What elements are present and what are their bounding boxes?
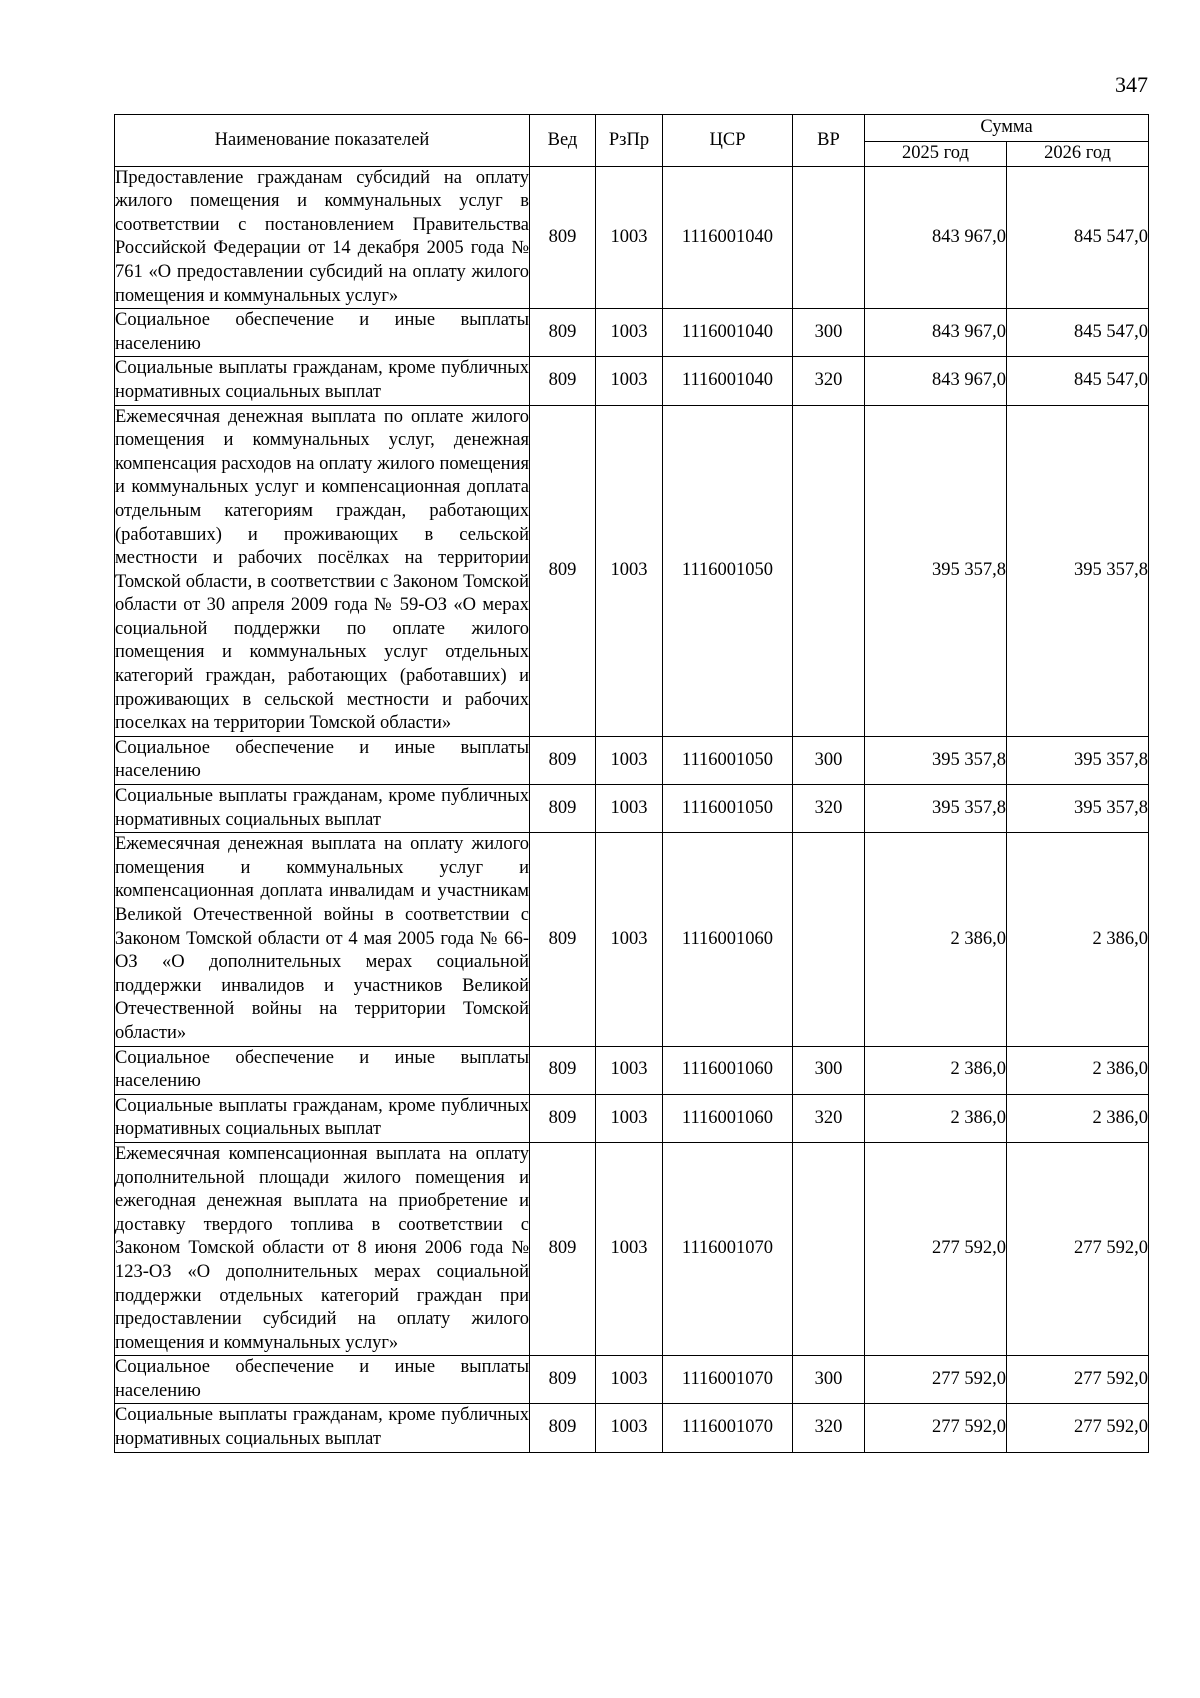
table-row	[115, 309, 1149, 357]
cell-rzpr: 1003	[596, 1142, 663, 1355]
cell-sum-2025: 395 357,8	[865, 405, 1007, 736]
table-row	[115, 736, 1149, 784]
cell-sum-2025: 2 386,0	[865, 1046, 1007, 1094]
cell-ved: 809	[530, 785, 596, 833]
cell-name: Ежемесячная денежная выплата на оплату жилого помещения и коммунальных услуг и компенсационная доплата инвалидам и участникам Великой Отечественной войны в соответствии с Законом Томской области от 4 мая 2005 года № 66-ОЗ «О дополнительных мерах социальной поддержки инвалидов и участников Великой Отечественной войны на территории Томской области»	[115, 833, 530, 1046]
cell-vr	[793, 166, 865, 309]
cell-csr: 1116001060	[663, 1046, 793, 1094]
cell-sum-2026: 277 592,0	[1007, 1142, 1149, 1355]
cell-rzpr: 1003	[596, 833, 663, 1046]
cell-name: Социальное обеспечение и иные выплаты населению	[115, 736, 530, 784]
cell-csr: 1116001050	[663, 405, 793, 736]
cell-ved: 809	[530, 1046, 596, 1094]
cell-vr: 300	[793, 309, 865, 357]
cell-name: Ежемесячная денежная выплата по оплате жилого помещения и коммунальных услуг, денежная компенсация расходов на оплату жилого помещения и коммунальных услуг и компенсационная доплата отдельным категориям граждан, работающих (работавших) и проживающих в сельской местности и рабочих посёлках на территории Томской области, в соответствии с Законом Томской области от 30 апреля 2009 года № 59-ОЗ «О мерах социальной поддержки по оплате жилого помещения и коммунальных услуг отдельных категорий граждан, работающих (работавших) и проживающих в сельской местности и рабочих поселках на территории Томской области»	[115, 405, 530, 736]
cell-ved: 809	[530, 357, 596, 405]
cell-sum-2025: 277 592,0	[865, 1142, 1007, 1355]
cell-sum-2025: 843 967,0	[865, 309, 1007, 357]
cell-csr: 1116001050	[663, 736, 793, 784]
cell-ved: 809	[530, 1404, 596, 1452]
table-row	[115, 357, 1149, 405]
header-csr: ЦСР	[663, 115, 793, 167]
cell-name: Предоставление гражданам субсидий на оплату жилого помещения и коммунальных услуг в соответствии с постановлением Правительства Российской Федерации от 14 декабря 2005 года № 761 «О предоставлении субсидий на оплату жилого помещения и коммунальных услуг»	[115, 166, 530, 309]
cell-vr: 300	[793, 1046, 865, 1094]
cell-rzpr: 1003	[596, 1356, 663, 1404]
cell-sum-2026: 277 592,0	[1007, 1404, 1149, 1452]
cell-csr: 1116001070	[663, 1356, 793, 1404]
cell-rzpr: 1003	[596, 785, 663, 833]
cell-vr	[793, 1142, 865, 1355]
header-name: Наименование показателей	[115, 115, 530, 167]
cell-name: Социальное обеспечение и иные выплаты населению	[115, 309, 530, 357]
cell-ved: 809	[530, 1094, 596, 1142]
table-body	[115, 166, 1149, 1452]
cell-ved: 809	[530, 1142, 596, 1355]
cell-sum-2025: 843 967,0	[865, 166, 1007, 309]
cell-rzpr: 1003	[596, 1094, 663, 1142]
cell-sum-2026: 395 357,8	[1007, 785, 1149, 833]
header-vr: ВР	[793, 115, 865, 167]
cell-vr: 320	[793, 1404, 865, 1452]
cell-ved: 809	[530, 309, 596, 357]
cell-rzpr: 1003	[596, 166, 663, 309]
cell-vr: 320	[793, 785, 865, 833]
cell-sum-2026: 395 357,8	[1007, 736, 1149, 784]
cell-sum-2025: 395 357,8	[865, 785, 1007, 833]
cell-sum-2026: 845 547,0	[1007, 357, 1149, 405]
cell-rzpr: 1003	[596, 357, 663, 405]
cell-sum-2026: 2 386,0	[1007, 833, 1149, 1046]
cell-sum-2026: 2 386,0	[1007, 1094, 1149, 1142]
cell-sum-2026: 277 592,0	[1007, 1356, 1149, 1404]
cell-sum-2025: 277 592,0	[865, 1404, 1007, 1452]
cell-name: Социальные выплаты гражданам, кроме публичных нормативных социальных выплат	[115, 785, 530, 833]
cell-name: Социальные выплаты гражданам, кроме публичных нормативных социальных выплат	[115, 1404, 530, 1452]
cell-rzpr: 1003	[596, 309, 663, 357]
cell-name: Социальные выплаты гражданам, кроме публичных нормативных социальных выплат	[115, 357, 530, 405]
cell-rzpr: 1003	[596, 1404, 663, 1452]
cell-ved: 809	[530, 1356, 596, 1404]
table-row	[115, 166, 1149, 309]
cell-name: Социальное обеспечение и иные выплаты населению	[115, 1046, 530, 1094]
cell-vr: 300	[793, 1356, 865, 1404]
cell-ved: 809	[530, 833, 596, 1046]
cell-sum-2026: 845 547,0	[1007, 309, 1149, 357]
header-rzpr: РзПр	[596, 115, 663, 167]
header-sum: Сумма	[865, 115, 1149, 142]
cell-csr: 1116001070	[663, 1142, 793, 1355]
cell-sum-2025: 843 967,0	[865, 357, 1007, 405]
table-row	[115, 1142, 1149, 1355]
budget-table	[114, 114, 1149, 1453]
cell-vr: 300	[793, 736, 865, 784]
table-row	[115, 1094, 1149, 1142]
header-year-2025: 2025 год	[865, 142, 1007, 167]
cell-sum-2026: 395 357,8	[1007, 405, 1149, 736]
cell-csr: 1116001040	[663, 309, 793, 357]
cell-vr: 320	[793, 1094, 865, 1142]
cell-csr: 1116001060	[663, 833, 793, 1046]
cell-ved: 809	[530, 166, 596, 309]
cell-sum-2025: 2 386,0	[865, 833, 1007, 1046]
header-year-2026: 2026 год	[1007, 142, 1149, 167]
cell-csr: 1116001050	[663, 785, 793, 833]
cell-sum-2026: 2 386,0	[1007, 1046, 1149, 1094]
cell-sum-2025: 2 386,0	[865, 1094, 1007, 1142]
cell-vr	[793, 405, 865, 736]
cell-ved: 809	[530, 736, 596, 784]
cell-csr: 1116001060	[663, 1094, 793, 1142]
cell-ved: 809	[530, 405, 596, 736]
header-ved: Вед	[530, 115, 596, 167]
cell-vr: 320	[793, 357, 865, 405]
page-number: 347	[1115, 72, 1148, 97]
cell-csr: 1116001070	[663, 1404, 793, 1452]
cell-name: Ежемесячная компенсационная выплата на оплату дополнительной площади жилого помещения и ежегодная денежная выплата на приобретение и доставку твердого топлива в соответствии с Законом Томской области от 8 июня 2006 года № 123-ОЗ «О дополнительных мерах социальной поддержки отдельных категорий граждан при предоставлении субсидий на оплату жилого помещения и коммунальных услуг»	[115, 1142, 530, 1355]
cell-rzpr: 1003	[596, 405, 663, 736]
table-row	[115, 1404, 1149, 1452]
table-row	[115, 785, 1149, 833]
cell-name: Социальные выплаты гражданам, кроме публичных нормативных социальных выплат	[115, 1094, 530, 1142]
table-row	[115, 833, 1149, 1046]
table-header	[115, 115, 1149, 167]
cell-sum-2025: 395 357,8	[865, 736, 1007, 784]
cell-rzpr: 1003	[596, 736, 663, 784]
table-row	[115, 405, 1149, 736]
cell-csr: 1116001040	[663, 166, 793, 309]
cell-sum-2025: 277 592,0	[865, 1356, 1007, 1404]
table-row	[115, 1046, 1149, 1094]
cell-vr	[793, 833, 865, 1046]
cell-csr: 1116001040	[663, 357, 793, 405]
cell-name: Социальное обеспечение и иные выплаты населению	[115, 1356, 530, 1404]
cell-sum-2026: 845 547,0	[1007, 166, 1149, 309]
table-row	[115, 1356, 1149, 1404]
cell-rzpr: 1003	[596, 1046, 663, 1094]
